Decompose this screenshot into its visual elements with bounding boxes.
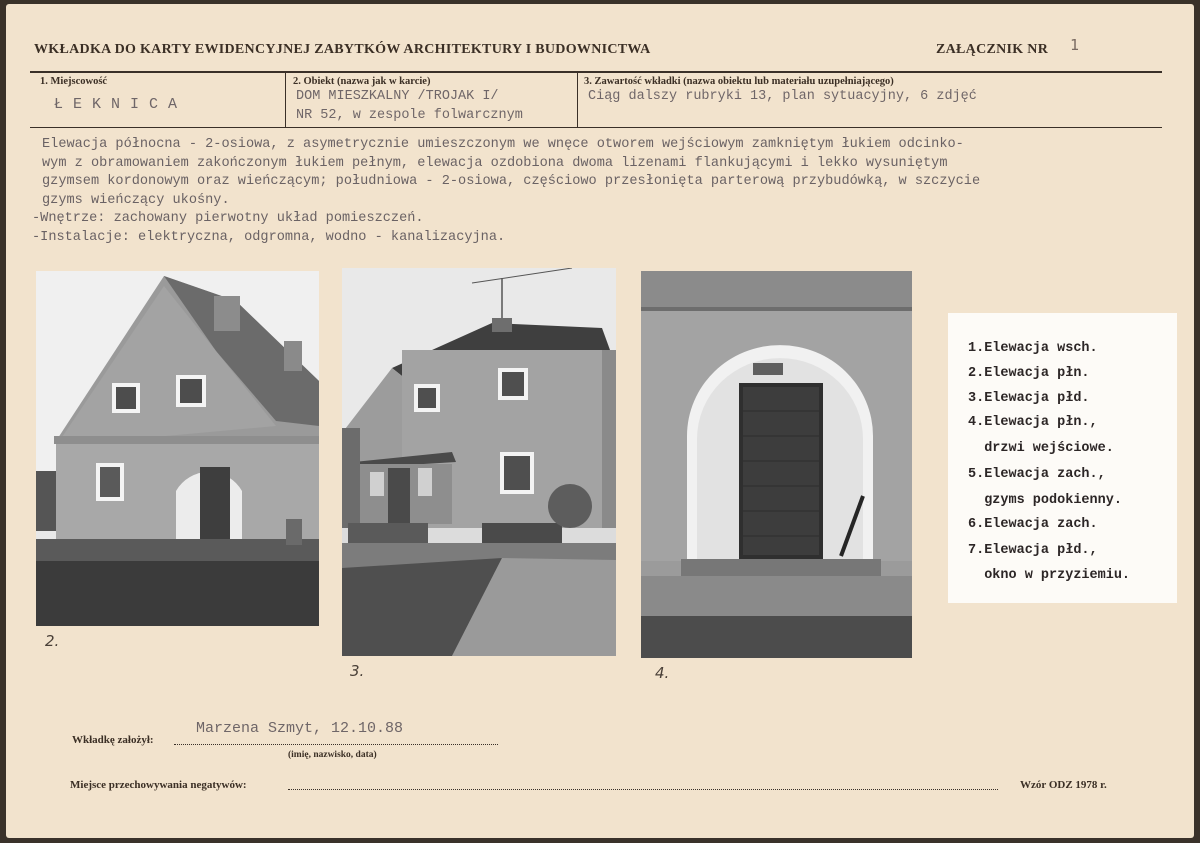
legend-item: 3.Elewacja płd.: [968, 391, 1090, 406]
legend-item: gzyms podokienny.: [968, 493, 1122, 508]
field-2-label: 2. Obiekt (nazwa jak w karcie): [293, 76, 431, 87]
field-1-value: ŁEKNICA: [54, 96, 188, 113]
photo-legend: [948, 313, 1177, 603]
fields-bottom-rule: [30, 127, 1162, 128]
legend-item: 5.Elewacja zach.,: [968, 467, 1106, 482]
description-line: -Instalacje: elektryczna, odgromna, wodno - kanalizacyjna.: [32, 229, 506, 245]
description-line: wym z obramowaniem zakończonym łukiem pełnym, elewacja ozdobiona dwoma lizenami flankującymi i lekko wysuniętym: [42, 155, 948, 171]
legend-item: okno w przyziemiu.: [968, 568, 1131, 583]
description-line: gzymsem kordonowym oraz wieńczącym; południowa - 2-osiowa, częściowo przesłonięta parterową przybudówką, w szczycie: [42, 174, 981, 190]
fields-divider-1: [285, 72, 286, 128]
description-line: -Wnętrze: zachowany pierwotny układ pomieszczeń.: [32, 211, 424, 227]
field-1-label: 1. Miejscowość: [40, 76, 108, 87]
photo-north-elevation: [36, 271, 319, 626]
photo-south-elevation: [342, 268, 616, 656]
field-3-value: Ciąg dalszy rubryki 13, plan sytuacyjny, 6 zdjęć: [588, 89, 977, 104]
legend-item: drzwi wejściowe.: [968, 441, 1114, 456]
description-line: gzyms wieńczący ukośny.: [42, 192, 230, 208]
author-value: Marzena Szmyt, 12.10.88: [196, 720, 404, 737]
photo-entrance-door: [641, 271, 912, 658]
photo-3-number: 4.: [655, 664, 670, 682]
card-title: WKŁADKA DO KARTY EWIDENCYJNEJ ZABYTKÓW ARCHITEKTURY I BUDOWNICTWA: [34, 42, 651, 57]
photo-2-number: 3.: [350, 662, 365, 680]
field-2-value-line1: DOM MIESZKALNY /TROJAK I/: [296, 89, 499, 104]
template-note: Wzór ODZ 1978 r.: [1020, 779, 1107, 791]
legend-item: 2.Elewacja płn.: [968, 366, 1090, 381]
field-2-value-line2: NR 52, w zespole folwarcznym: [296, 108, 523, 123]
photo-south-elevation-image: [342, 268, 616, 656]
author-hint: (imię, nazwisko, data): [288, 750, 377, 760]
negatives-dotted-line: [288, 789, 998, 790]
legend-item: 6.Elewacja zach.: [968, 517, 1098, 532]
photo-north-elevation-image: [36, 271, 319, 626]
legend-item: 7.Elewacja płd.,: [968, 543, 1098, 558]
author-dotted-line: [174, 744, 498, 745]
description-text: [32, 136, 1192, 248]
legend-item: 1.Elewacja wsch.: [968, 341, 1098, 356]
negatives-label: Miejsce przechowywania negatywów:: [70, 779, 247, 791]
annex-number: 1: [1070, 36, 1080, 54]
legend-item: 4.Elewacja płn.,: [968, 415, 1098, 430]
photo-1-number: 2.: [45, 632, 60, 650]
field-3-label: 3. Zawartość wkładki (nazwa obiektu lub materiału uzupełniającego): [584, 76, 894, 87]
annex-label: ZAŁĄCZNIK NR: [936, 42, 1049, 57]
description-line: Elewacja północna - 2-osiowa, z asymetrycznie umieszczonym we wnęce otworem wejściowym zamkniętym łukiem odcinko-: [42, 137, 964, 152]
photo-entrance-door-image: [641, 271, 912, 658]
author-label: Wkładkę założył:: [72, 734, 154, 746]
fields-divider-2: [577, 72, 578, 128]
fields-top-rule: [30, 71, 1162, 73]
